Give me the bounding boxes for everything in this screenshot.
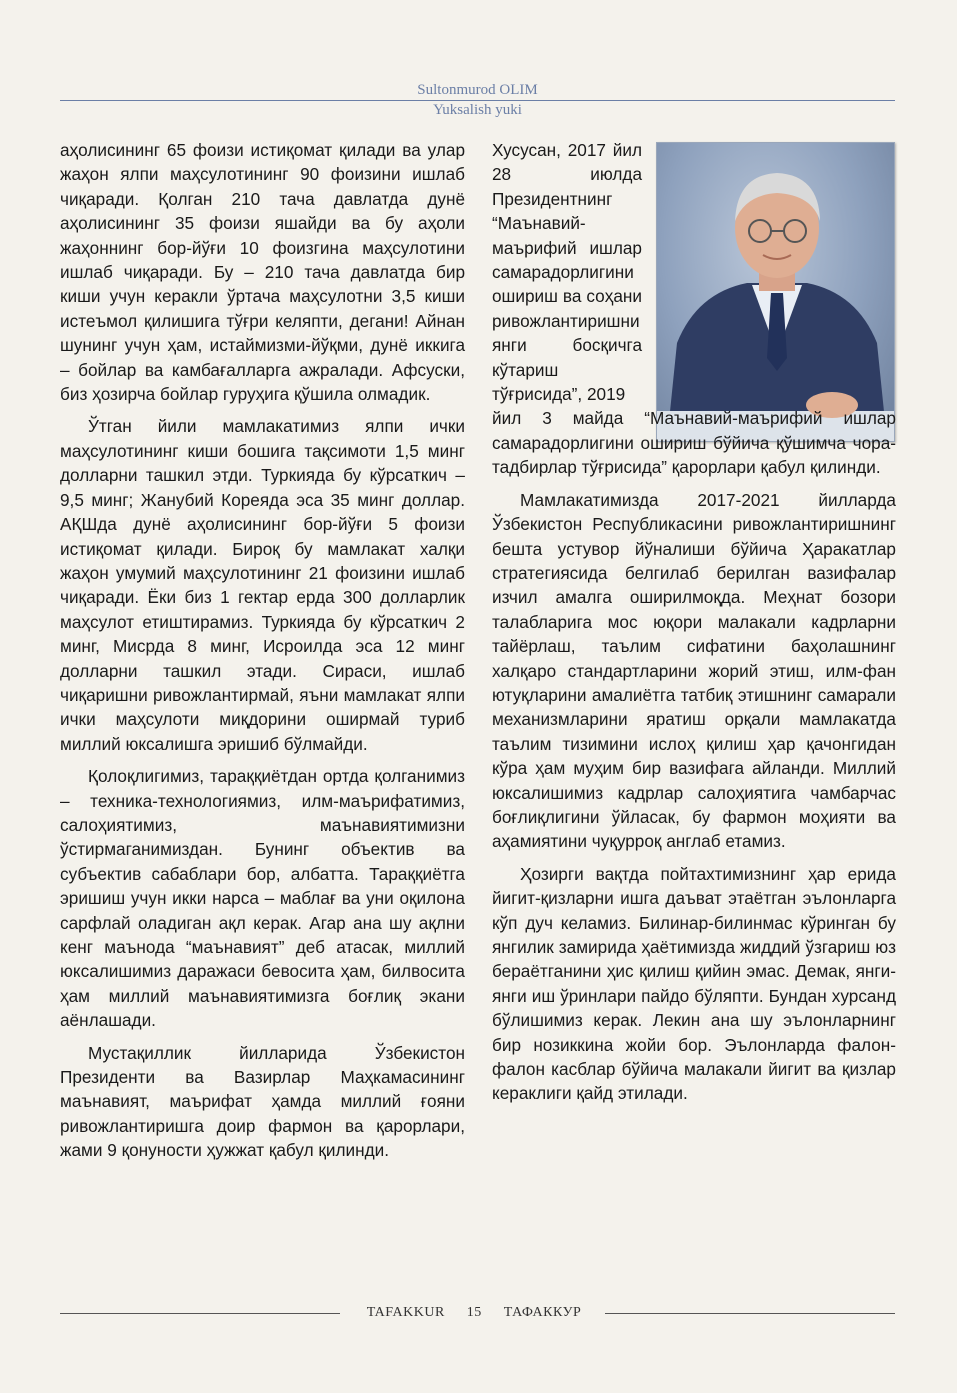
left-column xyxy=(60,138,465,1163)
journal-name-latin: TAFAKKUR xyxy=(366,1305,445,1320)
journal-name-cyrillic: ТАФАККУР xyxy=(503,1305,582,1320)
running-head xyxy=(60,82,895,119)
page-number: 15 xyxy=(466,1305,482,1320)
footer-rule-left xyxy=(60,1313,340,1314)
paragraph: Ўтган йили мамлакатимиз ялпи ички маҳсулотининг киши бошига тақсимоти 1,5 минг долларни ташкил этди. Туркияда бу кўрсаткич – 9,5 минг; Жанубий Кореяда эса 35 минг доллар. АҚШда дунё аҳолисининг бор-йўғи 5 фоизи истиқомат қилади. Бироқ бу мамлакат халқи жаҳон умумий маҳсулотининг 21 фоизини ишлаб чиқаради. Ёки биз 1 гектар ерда 300 долларлик маҳсулот етиштирамиз. Туркияда бу кўрсаткич 2 минг, Мисрда 8 минг, Исроилда эса 12 минг долларни ташкил этади. Сираси, ишлаб чиқаришни ривожлантирмай, яъни мамлакат ялпи ички маҳсулоти миқдорини оширмай туриб миллий юксалишга эришиб бўлмайди. xyxy=(60,416,465,754)
header-rule xyxy=(60,100,895,101)
article-title: Yuksalish yuki xyxy=(433,102,522,118)
paragraph: йил 3 майда “Маънавий-маърифий ишлар самарадорлигини ошириш бўйича қўшимча чора-тадбирлар тўғрисида” қарорлари қабул қилинди. xyxy=(492,408,896,478)
paragraph: Мустақиллик йилларида Ўзбекистон Президенти ва Вазирлар Маҳкамасининг маънавият, маърифат ҳамда миллий ғояни ривожлантиришга доир фармон ва қарорлари, жами 9 қонуности ҳужжат қабул қилинди. xyxy=(60,1042,465,1161)
paragraph: Қолоқлигимиз, тараққиётдан ортда қолганимиз – техника-технологиямиз, илм-маърифатимиз, салоҳиятимиз, маънавиятимизни ўстирмаганимиздан. Бунинг объектив ва субъектив сабаблари бор, албатта. Тараққиётга эришиш учун икки нарса – маблағ ва уни оқилона сарфлай оладиган ақл керак. Агар ана шу ақлни кенг маънода “маънавият” деб атасак, миллий юксалишимиз даражаси бевосита ҳам, билвосита ҳам миллий маънавиятимизга боғлиқ экани аёнлашади. xyxy=(60,766,465,1031)
paragraph: Хусусан, 2017 йил 28 июлда Президентнинг “Маънавий-маърифий ишлар самарадорлигини ошириш ва соҳани ривожлантиришни янги босқичга кўтариш тўғрисида”, 2019 xyxy=(492,140,642,405)
paragraph: аҳолисининг 65 фоизи истиқомат қилади ва улар жаҳон ялпи маҳсулотининг 90 фоизини ишлаб чиқаради. Қолган 210 тача давлатда дунё аҳолисининг 35 фоизи яшайди ва бу аҳоли жаҳоннинг бор-йўғи 10 фоизгина маҳсулотини ишлаб чиқаради. Бу – 210 тача давлатда бир киши учун керакли ўртача маҳсулотни 3,5 киши истеъмол қилишига тўғри келяпти, дегани! Айнан шунинг учун ҳам, истаймизми-йўқми, дунё иккига – бойлар ва камбағалларга ажралади. Афсуски, биз ҳозирча бойлар гуруҳига қўшила олмадик. xyxy=(60,140,465,405)
author-name: Sultonmurod OLIM xyxy=(417,82,538,98)
footer-center xyxy=(346,1305,602,1321)
paragraph: Мамлакатимизда 2017-2021 йилларда Ўзбекистон Республикасини ривожлантиришнинг бешта устувор йўналиши бўйича Ҳаракатлар стратегиясида белгилаб берилган вазифалар изчил амалга оширилмоқда. Меҳнат бозори талабларига мос юқори малакали кадрларни тайёрлаш, таълим сифатини баҳолашнинг халқаро стандартларини жорий этиш, илм-фан ютуқларини амалиётга татбиқ этишнинг самарали механизмларини яратиш орқали мамлакатда таълим тизимини ислоҳ қилиш ҳар қачонгидан кўра ҳам муҳим бир вазифага айланди. Миллий юксалишимиз кадрлар салоҳиятига чамбарчас боғлиқлигини ўйласак, бу фармон моҳияти ва аҳамиятини чуқурроқ англаб етамиз. xyxy=(492,489,896,852)
footer-rule-right xyxy=(605,1313,895,1314)
page-footer xyxy=(60,1303,895,1323)
paragraph: Ҳозирги вақтда пойтахтимизнинг ҳар ерида йигит-қизларни ишга даъват этаётган эълонларга кўп дуч келамиз. Билинар-билинмас кўринган бу янгилик замирида ҳаётимизда жиддий ўзгариш юз бераётганини ҳис қилиш қийин эмас. Демак, янги-янги иш ўринлари пайдо бўляпти. Бундан хурсанд бўлишимиз керак. Лекин ана шу эълонларнинг бир нозиккина жойи бор. Эълонларда фалон-фалон касблар бўйича малакали йигит ва қизлар кераклиги қайд этилади. xyxy=(492,863,896,1104)
text-beside-photo xyxy=(492,138,896,406)
right-column xyxy=(492,138,896,1106)
